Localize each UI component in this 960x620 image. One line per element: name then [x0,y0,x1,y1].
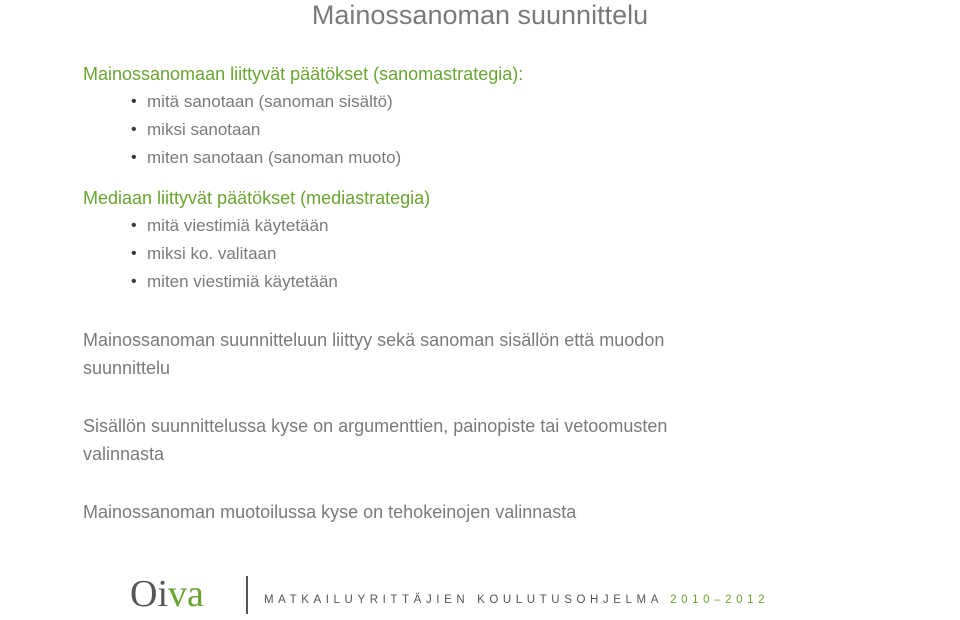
bullet-icon: • [131,273,137,290]
paragraph-message-planning: Mainossanoman suunnitteluun liittyy sekä sanoman sisällön että muodon suunnittelu [83,330,665,378]
list-item [83,144,903,172]
bullet-icon: • [131,121,137,138]
section-heading-message-strategy: Mainossanomaan liittyvät päätökset (sanomastrategia): [83,64,524,84]
logo-text-accent: va [168,573,204,615]
list-item-text: mitä sanotaan (sanoman sisältö) [147,92,393,111]
bullet-icon: • [131,245,137,262]
footer-divider [246,576,248,614]
list-item [83,116,903,144]
list-item-text: mitä viestimiä käytetään [147,216,329,235]
paragraph-form-planning: Mainossanoman muotoilussa kyse on tehokeinojen valinnasta [83,502,577,522]
logo-text-main: Oi [130,573,168,615]
list-item-text: miten viestimiä käytetään [147,272,338,291]
list-item [83,240,903,268]
list-item [83,88,903,116]
section-heading-media-strategy: Mediaan liittyvät päätökset (mediastrategia) [83,188,431,208]
list-item-text: miksi sanotaan [147,120,261,139]
bullet-list-message-strategy [83,88,903,172]
footer-branding [130,572,930,616]
slide-content [83,60,903,526]
bullet-icon: • [131,93,137,110]
bullet-icon: • [131,149,137,166]
list-item [83,268,903,296]
bullet-list-media-strategy [83,212,903,296]
slide-title: Mainossanoman suunnittelu [311,0,649,30]
program-text: MATKAILUYRITTÄJIEN KOULUTUSOHJELMA [264,594,663,606]
oiva-logo [130,572,204,616]
list-item [83,212,903,240]
program-name [264,594,769,606]
list-item-text: miksi ko. valitaan [147,244,277,263]
program-years: 2010–2012 [670,594,770,606]
bullet-icon: • [131,217,137,234]
paragraph-content-planning: Sisällön suunnittelussa kyse on argumenttien, painopiste tai vetoomusten valinnasta [83,416,668,464]
list-item-text: miten sanotaan (sanoman muoto) [147,148,402,167]
